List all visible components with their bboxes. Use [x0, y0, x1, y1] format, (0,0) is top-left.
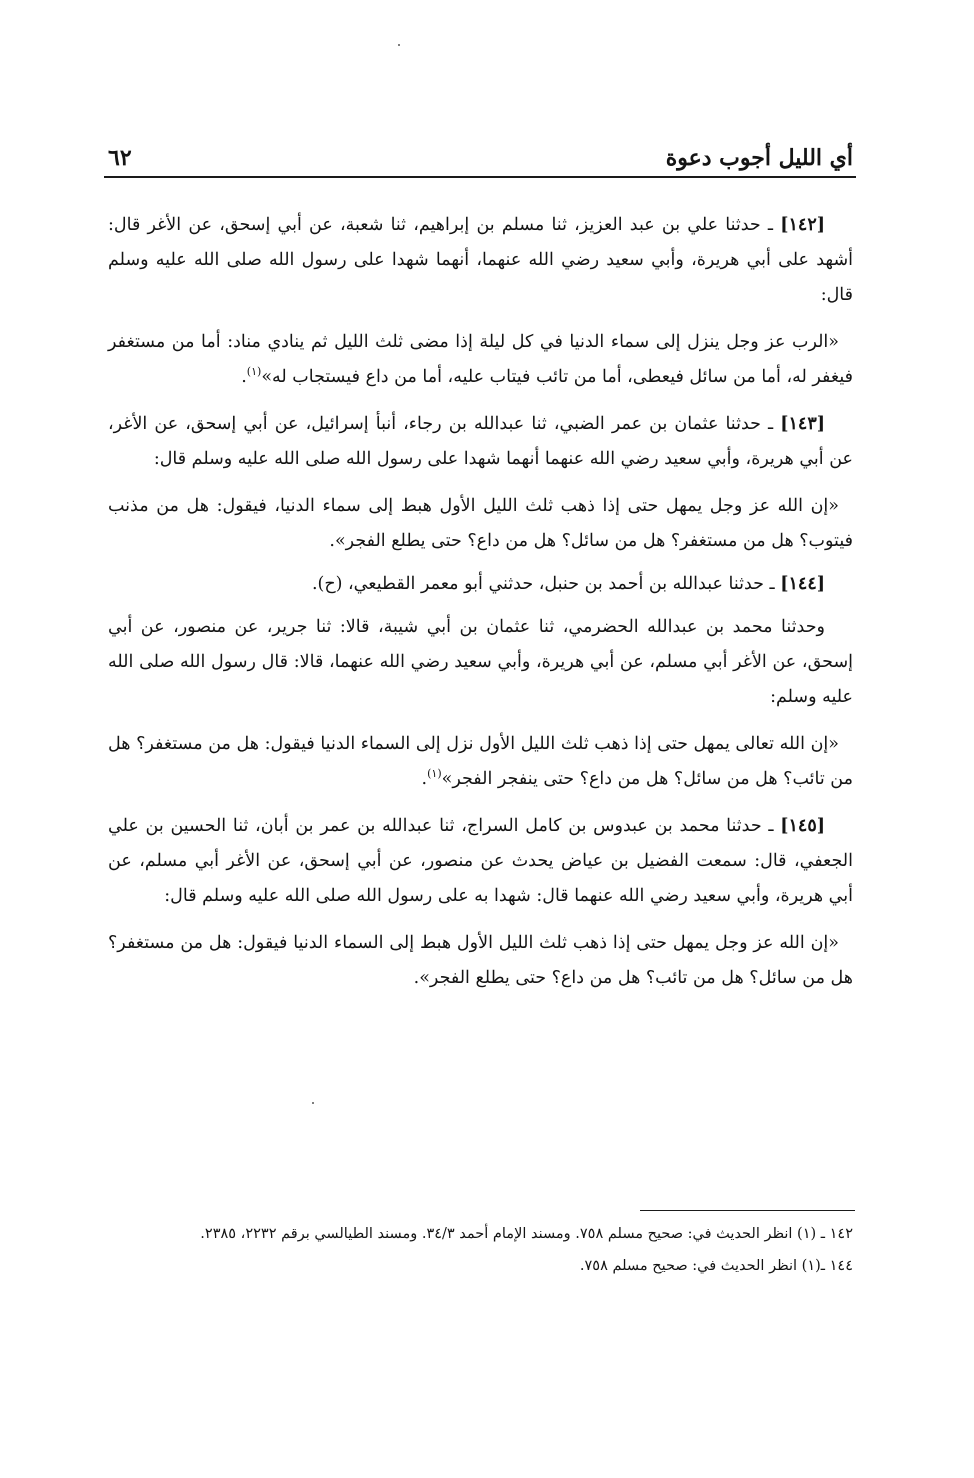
- hadith-144-isnad-2: [108, 610, 853, 715]
- body-text: [108, 208, 853, 1008]
- footnotes: [108, 1220, 853, 1284]
- hadith-number: [١٤٢]: [780, 215, 825, 235]
- paragraph-text: وحدثنا محمد بن عبدالله الحضرمي، ثنا عثمان بن أبي شيبة، قالا: ثنا جرير، عن منصور، عن أبي إسحق، عن الأغر أبي مسلم، عن أبي هريرة، وأبي سعيد رضي الله عنهما، قالا: قال رسول الله صلى الله عليه وسلم:: [108, 617, 853, 707]
- paragraph-text: ـ حدثنا محمد بن عبدوس بن كامل السراج، ثنا عبدالله بن عمر بن أبان، ثنا الحسين بن علي الجعفي، قال: سمعت الفضيل بن عياض يحدث عن منصور، عن أبي إسحق، عن الأغر أبي مسلم، عن أبي هريرة، وأبي سعيد رضي الله عنهما قال: شهدا به على رسول الله صلى الله عليه وسلم قال:: [108, 816, 853, 906]
- paragraph-tail: .: [241, 367, 247, 387]
- footnote-marker: (١): [427, 767, 442, 781]
- hadith-144-isnad: [108, 567, 853, 602]
- paragraph-text: «إن الله عز وجل يمهل حتى إذا ذهب ثلث الليل الأول هبط إلى السماء الدنيا فيقول: هل من مستغفر؟ هل من سائل؟ هل من تائب؟ هل من داع؟ حتى يطلع الفجر».: [108, 933, 853, 988]
- hadith-145-matn: [108, 926, 853, 996]
- hadith-142-isnad: [108, 208, 853, 313]
- footnote-rule: [640, 1210, 855, 1211]
- paragraph-text: «إن الله عز وجل يمهل حتى إذا ذهب ثلث الليل الأول هبط إلى سماء الدنيا، فيقول: هل من مذنب فيتوب؟ هل من مستغفر؟ هل من سائل؟ هل من داع؟ حتى يطلع الفجر».: [108, 496, 853, 551]
- paragraph-text: ـ حدثنا علي بن عبد العزيز، ثنا مسلم بن إبراهيم، ثنا شعبة، عن أبي إسحق، عن الأغر قال: أشهد على أبي هريرة، وأبي سعيد رضي الله عنهما، أنهما شهدا على رسول الله صلى الله عليه وسلم قال:: [108, 215, 853, 305]
- hadith-145-isnad: [108, 809, 853, 914]
- footnote-marker: (١): [246, 365, 262, 379]
- footnote-142: ١٤٢ ـ (١) انظر الحديث في: صحيح مسلم ٧٥٨. ومسند الإمام أحمد ٣٤/٣. ومسند الطيالسي برقم ٢٢٣٢، ٢٣٨٥.: [200, 1226, 853, 1242]
- hadith-number: [١٤٣]: [780, 414, 825, 434]
- page-header: [108, 140, 853, 180]
- paragraph-text: ـ حدثنا عبدالله بن أحمد بن حنبل، حدثني أبو معمر القطيعي، (ح).: [311, 574, 781, 594]
- hadith-143-matn: [108, 489, 853, 559]
- hadith-number: [١٤٤]: [780, 574, 825, 594]
- paragraph-text: «الرب عز وجل ينزل إلى سماء الدنيا في كل ليلة إذا مضى ثلث الليل ثم ينادي مناد: أما من مستغفر فيغفر له، أما من سائل فيعطى، أما من تائب فيتاب عليه، أما من داع فيستجاب له»: [108, 332, 853, 387]
- hadith-number: [١٤٥]: [780, 816, 825, 836]
- footnote-144: ١٤٤ ـ(١) انظر الحديث في: صحيح مسلم ٧٥٨.: [579, 1258, 853, 1274]
- paragraph-text: «إن الله تعالى يمهل حتى إذا ذهب ثلث الليل الأول نزل إلى السماء الدنيا فيقول: هل من مستغفر؟ هل من تائب؟ هل من سائل؟ هل من داع؟ حتى ينفجر الفجر»: [108, 734, 853, 789]
- paragraph-text: ـ حدثنا عثمان بن عمر الضبي، ثنا عبدالله بن رجاء، أنبأ إسرائيل، عن أبي إسحق، عن الأغر، عن أبي هريرة، وأبي سعيد رضي الله عنهما أنهما شهدا على رسول الله صلى الله عليه وسلم قال:: [108, 414, 853, 469]
- header-rule: [104, 176, 856, 178]
- scan-speck: [312, 1102, 314, 1104]
- scan-speck: [398, 44, 400, 46]
- page-number: ٦٢: [108, 145, 132, 171]
- hadith-144-matn: [108, 727, 853, 797]
- hadith-142-matn: [108, 325, 853, 395]
- hadith-143-isnad: [108, 407, 853, 477]
- paragraph-tail: .: [421, 769, 428, 789]
- running-title: أي الليل أجوب دعوة: [665, 145, 853, 171]
